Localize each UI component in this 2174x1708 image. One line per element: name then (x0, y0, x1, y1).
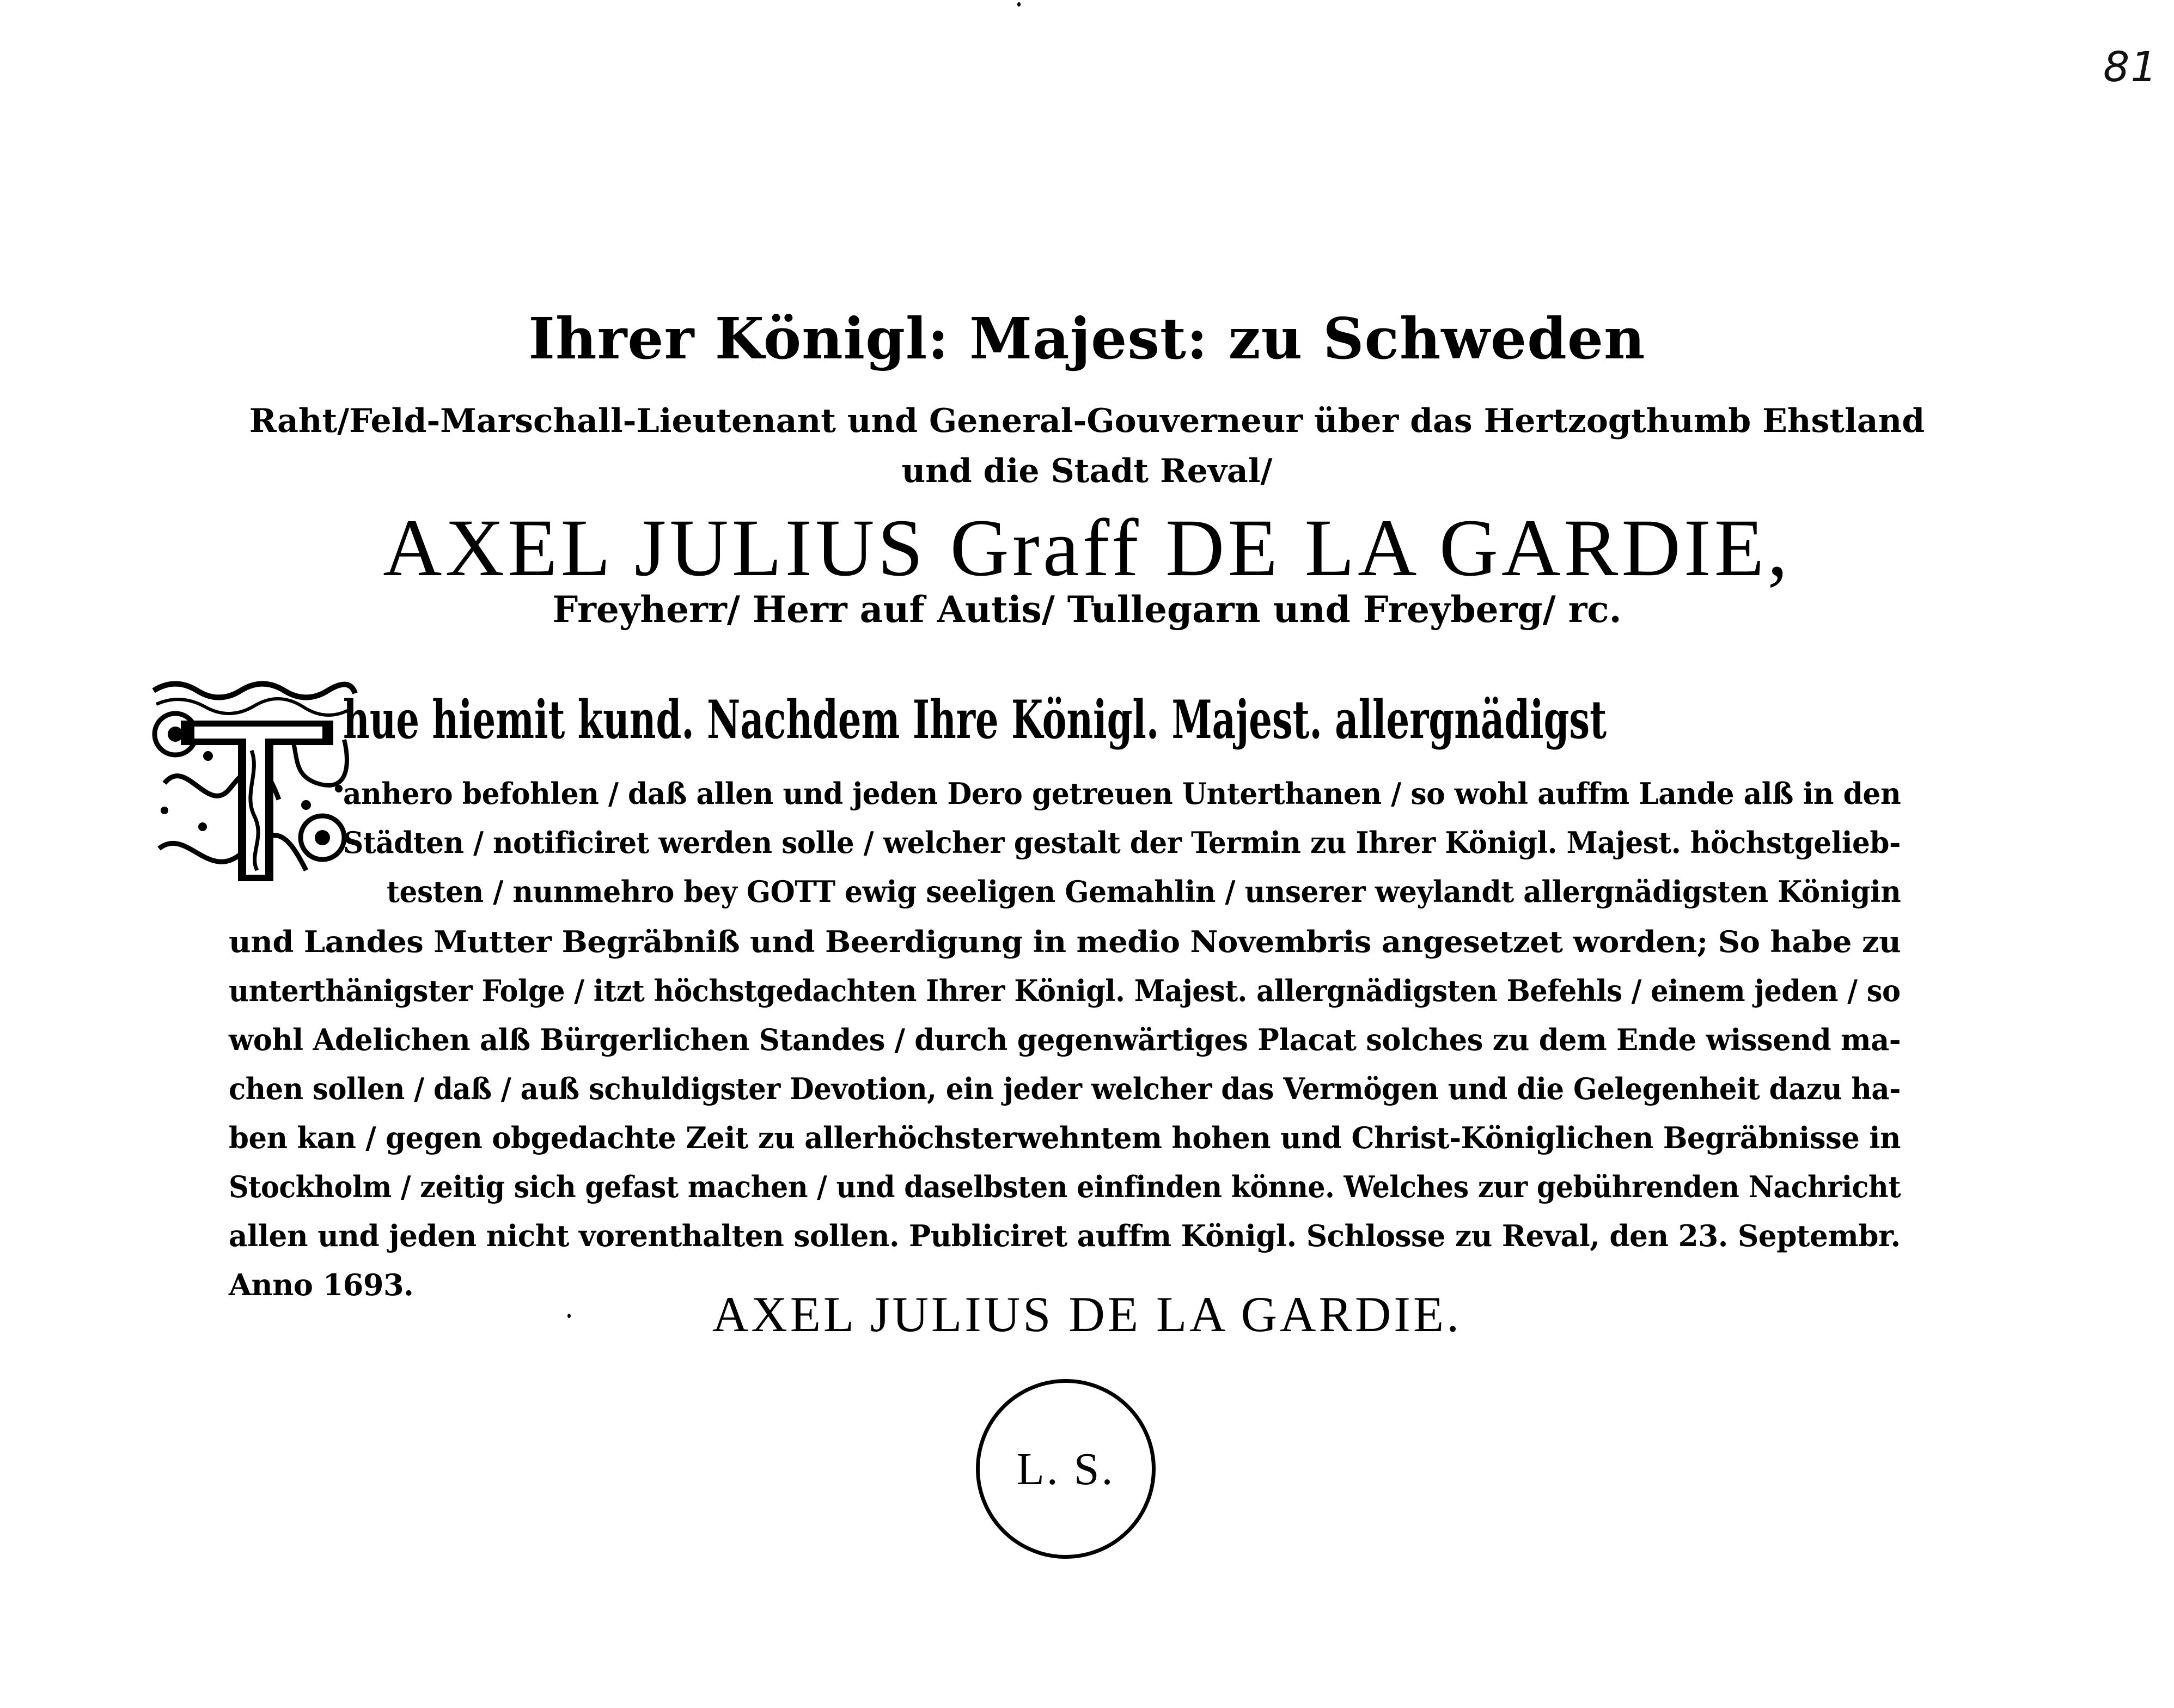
ornamental-initial (143, 674, 361, 892)
heading-title: Ihrer Königl: Majest: zu Schweden (528, 305, 1646, 372)
body-line: hue hiemit kund. Nachdem Ihre Königl. Majest. allergnädigst (343, 689, 1607, 751)
body-line: Stockholm / zeitig sich gefast machen / und daselbsten einfinden könne. Welches zur gebührenden Nachricht (229, 1169, 1901, 1204)
body-line: testen / nunmehro bey GOTT ewig seeligen Gemahlin / unserer weylandt allergnädigsten Königin (387, 874, 1901, 909)
body-line: wohl Adelichen alß Bürgerlichen Standes / durch gegenwärtiges Placat solches zu dem Ende wissend ma- (229, 1022, 1901, 1057)
body-line: allen und jeden nicht vorenthalten sollen. Publiciret auffm Königl. Schlosse zu Reval, den 23. Septembr. (229, 1218, 1901, 1253)
heading-office-line-2: und die Stadt Reval/ (901, 452, 1273, 490)
body-line: anhero befohlen / daß allen und jeden Dero getreuen Unterthanen / so wohl auffm Lande alß in den (343, 776, 1901, 811)
body-line: chen sollen / daß / auß schuldigster Devotion, ein jeder welcher das Vermögen und die Gelegenheit dazu ha- (229, 1071, 1901, 1106)
heading-titles: Freyherr/ Herr auf Autis/ Tullegarn und Freyberg/ rc. (552, 588, 1622, 631)
handwritten-page-number: 81 (2103, 42, 2158, 91)
body-line: unterthänigster Folge / itzt höchstgedachten Ihrer Königl. Majest. allergnädigsten Befehls / einem jeden / so (229, 973, 1901, 1008)
body-line: Anno 1693. (229, 1267, 414, 1302)
ink-speck (1017, 2, 1021, 7)
heading-name: AXEL JULIUS Graff DE LA GARDIE, (383, 503, 1791, 593)
body-line: Städten / notificiret werden solle / welcher gestalt der Termin zu Ihrer Königl. Majest. höchstgelieb- (343, 825, 1901, 860)
seal-text: L. S. (1016, 1443, 1115, 1494)
heading-office-line-1: Raht/Feld-Marschall-Lieutenant und General-Gouverneur über das Hertzogthumb Ehstland (249, 402, 1925, 440)
seal-circle (976, 1379, 1156, 1559)
signature: AXEL JULIUS DE LA GARDIE. (712, 1286, 1462, 1342)
body-line: und Landes Mutter Begräbniß und Beerdigung in medio Novembris angesetzet worden; So habe zu (229, 924, 1901, 959)
body-line: ben kan / gegen obgedachte Zeit zu allerhöchsterwehntem hohen und Christ-Königlichen Begräbnisse in (229, 1120, 1901, 1155)
